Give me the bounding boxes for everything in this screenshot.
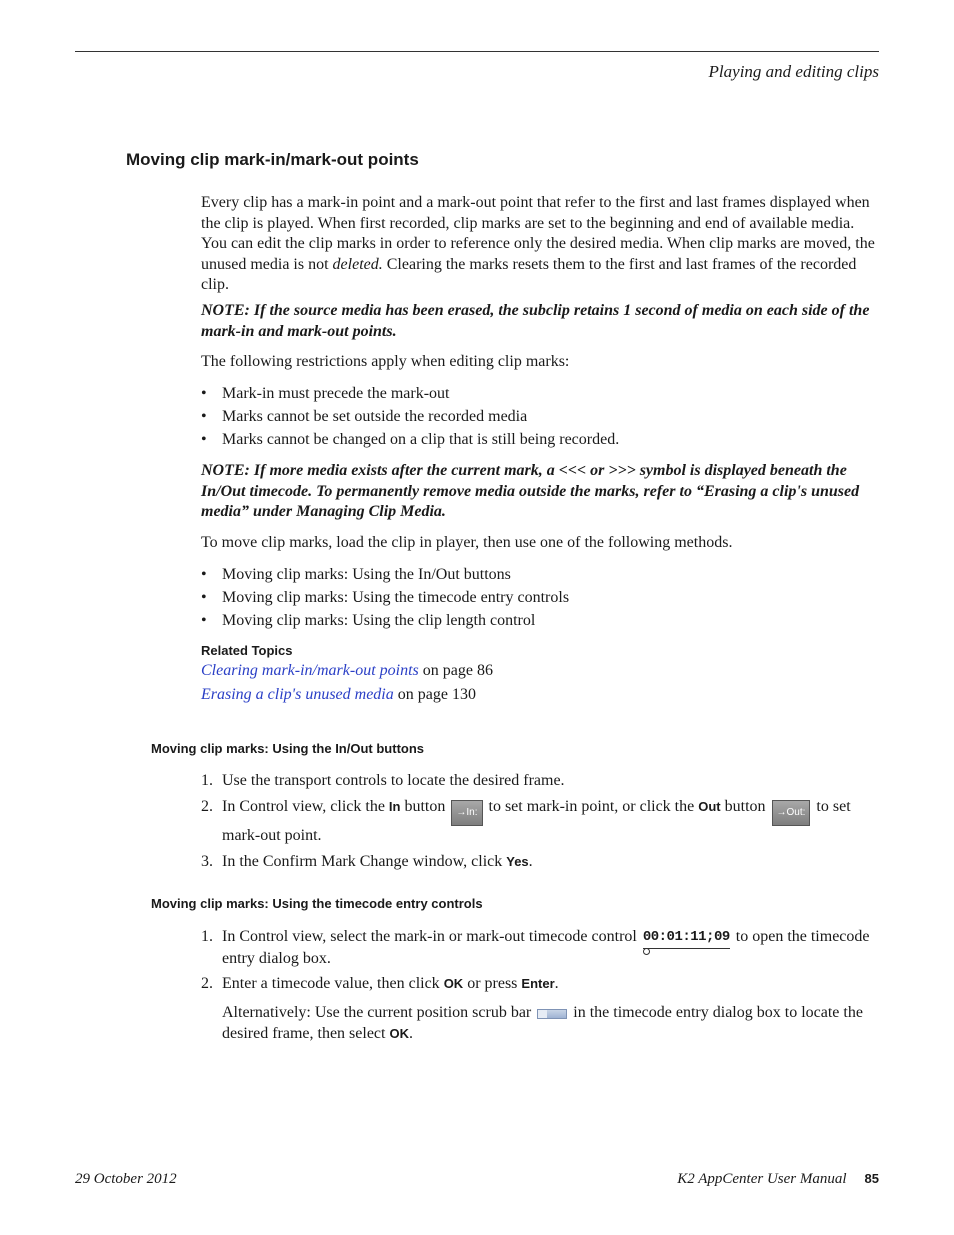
ui-label-yes: Yes	[506, 853, 529, 869]
subsection-title-timecode: Moving clip marks: Using the timecode entry controls	[151, 896, 483, 911]
related-topic: Erasing a clip's unused media on page 130	[201, 686, 476, 703]
list-item: • Marks cannot be changed on a clip that is still being recorded.	[201, 431, 620, 448]
intro-paragraph: Every clip has a mark-in point and a mark-out point that refer to the first and last frames displayed when the clip is played. When first recorded, clip marks are set to the beginning and end of available media. You can edit the clip marks in order to reference only the desired media. When clip marks are moved, the unused media is not deleted. Clearing the marks resets them to the first and last frames of the recorded clip.	[201, 194, 875, 293]
mark-out-button-icon: →Out:	[772, 800, 811, 827]
ui-label-ok: OK	[443, 976, 464, 991]
section-title: Moving clip mark-in/mark-out points	[126, 150, 419, 169]
inout-steps	[201, 771, 877, 872]
ui-label-out: Out	[698, 798, 721, 814]
step-item: 2. In Control view, click the In button →In: to set mark-in point, or click the Out button →Out: to set mark-out point.	[201, 797, 851, 844]
step-item: 1. Use the transport controls to locate the desired frame.	[201, 772, 565, 789]
list-item: • Mark-in must precede the mark-out	[201, 385, 450, 402]
running-header: Playing and editing clips	[708, 62, 879, 81]
related-link-clearing[interactable]: Clearing mark-in/mark-out points	[201, 662, 419, 679]
methods-intro: To move clip marks, load the clip in player, then use one of the following methods.	[201, 534, 733, 551]
note-source-media: NOTE: If the source media has been erased, the subclip retains 1 second of media on each side of the mark-in and mark-out points.	[201, 302, 870, 340]
footer-date: 29 October 2012	[75, 1171, 177, 1187]
mark-in-button-icon: →In:	[451, 800, 482, 827]
step-item: 2. Enter a timecode value, then click OK or press Enter.	[201, 975, 559, 992]
list-item: • Moving clip marks: Using the clip length control	[201, 612, 536, 629]
methods-list	[201, 565, 877, 634]
footer-manual-title: K2 AppCenter User Manual	[677, 1171, 847, 1187]
scrub-bar-icon	[537, 1009, 567, 1019]
step-item: 1. In Control view, select the mark-in or mark-out timecode control 00:01:11;09 to open the timecode entry dialog box.	[201, 928, 870, 967]
timecode-steps	[201, 927, 877, 995]
related-link-erasing[interactable]: Erasing a clip's unused media	[201, 686, 394, 703]
alternative-paragraph: Alternatively: Use the current position scrub bar in the timecode entry dialog box to locate the desired frame, then select OK.	[222, 1004, 863, 1042]
related-topic: Clearing mark-in/mark-out points on page 86	[201, 662, 493, 679]
emphasis-deleted: deleted.	[332, 255, 383, 273]
list-item: • Moving clip marks: Using the In/Out buttons	[201, 566, 511, 583]
restrictions-list	[201, 384, 877, 453]
note-more-media: NOTE: If more media exists after the current mark, a <<< or >>> symbol is displayed beneath the In/Out timecode. To permanently remove media outside the marks, refer to “Erasing a clip's unused media” under Managing Clip Media.	[201, 462, 860, 520]
subsection-title-inout: Moving clip marks: Using the In/Out buttons	[151, 741, 425, 756]
ui-label-ok: OK	[389, 1025, 409, 1041]
header-rule	[75, 51, 879, 52]
ui-label-in: In	[388, 798, 401, 814]
timecode-control-icon: 00:01:11;09	[643, 927, 730, 949]
page-number: 85	[864, 1171, 879, 1186]
restrictions-intro: The following restrictions apply when editing clip marks:	[201, 353, 570, 370]
step-item: 3. In the Confirm Mark Change window, click Yes.	[201, 852, 533, 870]
list-item: • Marks cannot be set outside the recorded media	[201, 408, 528, 425]
ui-label-enter: Enter	[521, 976, 555, 991]
related-topics-label: Related Topics	[201, 643, 293, 658]
list-item: • Moving clip marks: Using the timecode entry controls	[201, 589, 570, 606]
footer-right	[677, 1171, 879, 1188]
